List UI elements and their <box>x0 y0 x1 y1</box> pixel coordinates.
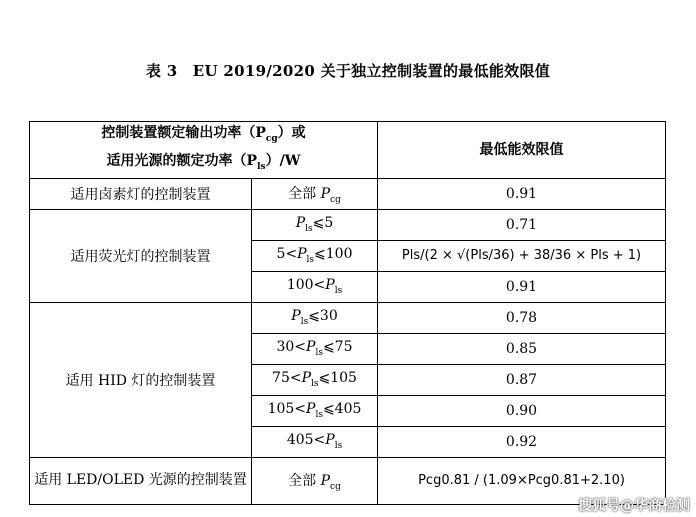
value-cell: 0.92 <box>378 426 666 457</box>
value-cell: 0.91 <box>378 271 666 302</box>
condition-cell: $5<P_{ls}⩽100$ <box>252 240 378 271</box>
fluorescent-formula: Pls/(2 × √(Pls/36) + 38/36 × Pls + 1) <box>401 248 642 264</box>
table-header-row <box>30 122 666 179</box>
group-halogen: 适用卤素灯的控制装置 <box>30 178 252 209</box>
group-led: 适用 LED/OLED 光源的控制装置 <box>30 457 252 504</box>
watermark: 搜狐号@华商检测 <box>578 498 690 514</box>
value-cell: 0.87 <box>378 364 666 395</box>
table-title: 表 3 EU 2019/2020 关于独立控制装置的最低能效限值 <box>145 62 551 80</box>
group-fluorescent: 适用荧光灯的控制装置 <box>30 209 252 302</box>
value-cell: 0.85 <box>378 333 666 364</box>
condition-cell: $75<P_{ls}⩽105$ <box>252 364 378 395</box>
table-row <box>30 178 666 209</box>
condition-cell: $105<P_{ls}⩽405$ <box>252 395 378 426</box>
table-row <box>30 302 666 333</box>
header-min-efficiency: 最低能效限值 <box>378 122 666 179</box>
led-formula: Pcg0.81 / (1.09×Pcg0.81+2.10) <box>418 473 625 489</box>
condition-cell: $405<P_{ls}$ <box>252 426 378 457</box>
condition-cell: 全部 $P_{cg}$ <box>252 457 378 504</box>
table-row <box>30 209 666 240</box>
value-cell: 0.78 <box>378 302 666 333</box>
condition-cell: 全部 $P_{cg}$ <box>252 178 378 209</box>
formula-cell <box>378 240 666 271</box>
table-row <box>30 457 666 504</box>
condition-cell: $30<P_{ls}⩽75$ <box>252 333 378 364</box>
condition-cell: $P_{ls}⩽5$ <box>252 209 378 240</box>
condition-cell: $P_{ls}⩽30$ <box>252 302 378 333</box>
efficiency-table <box>29 121 666 505</box>
value-cell: 0.91 <box>378 178 666 209</box>
value-cell: 0.90 <box>378 395 666 426</box>
group-hid: 适用 HID 灯的控制装置 <box>30 302 252 457</box>
header-power: 控制装置额定输出功率$(P_{cg})$或 适用光源的额定功率$(P_{ls})/W$ <box>30 122 378 179</box>
value-cell: 0.71 <box>378 209 666 240</box>
condition-cell: $100<P_{ls}$ <box>252 271 378 302</box>
